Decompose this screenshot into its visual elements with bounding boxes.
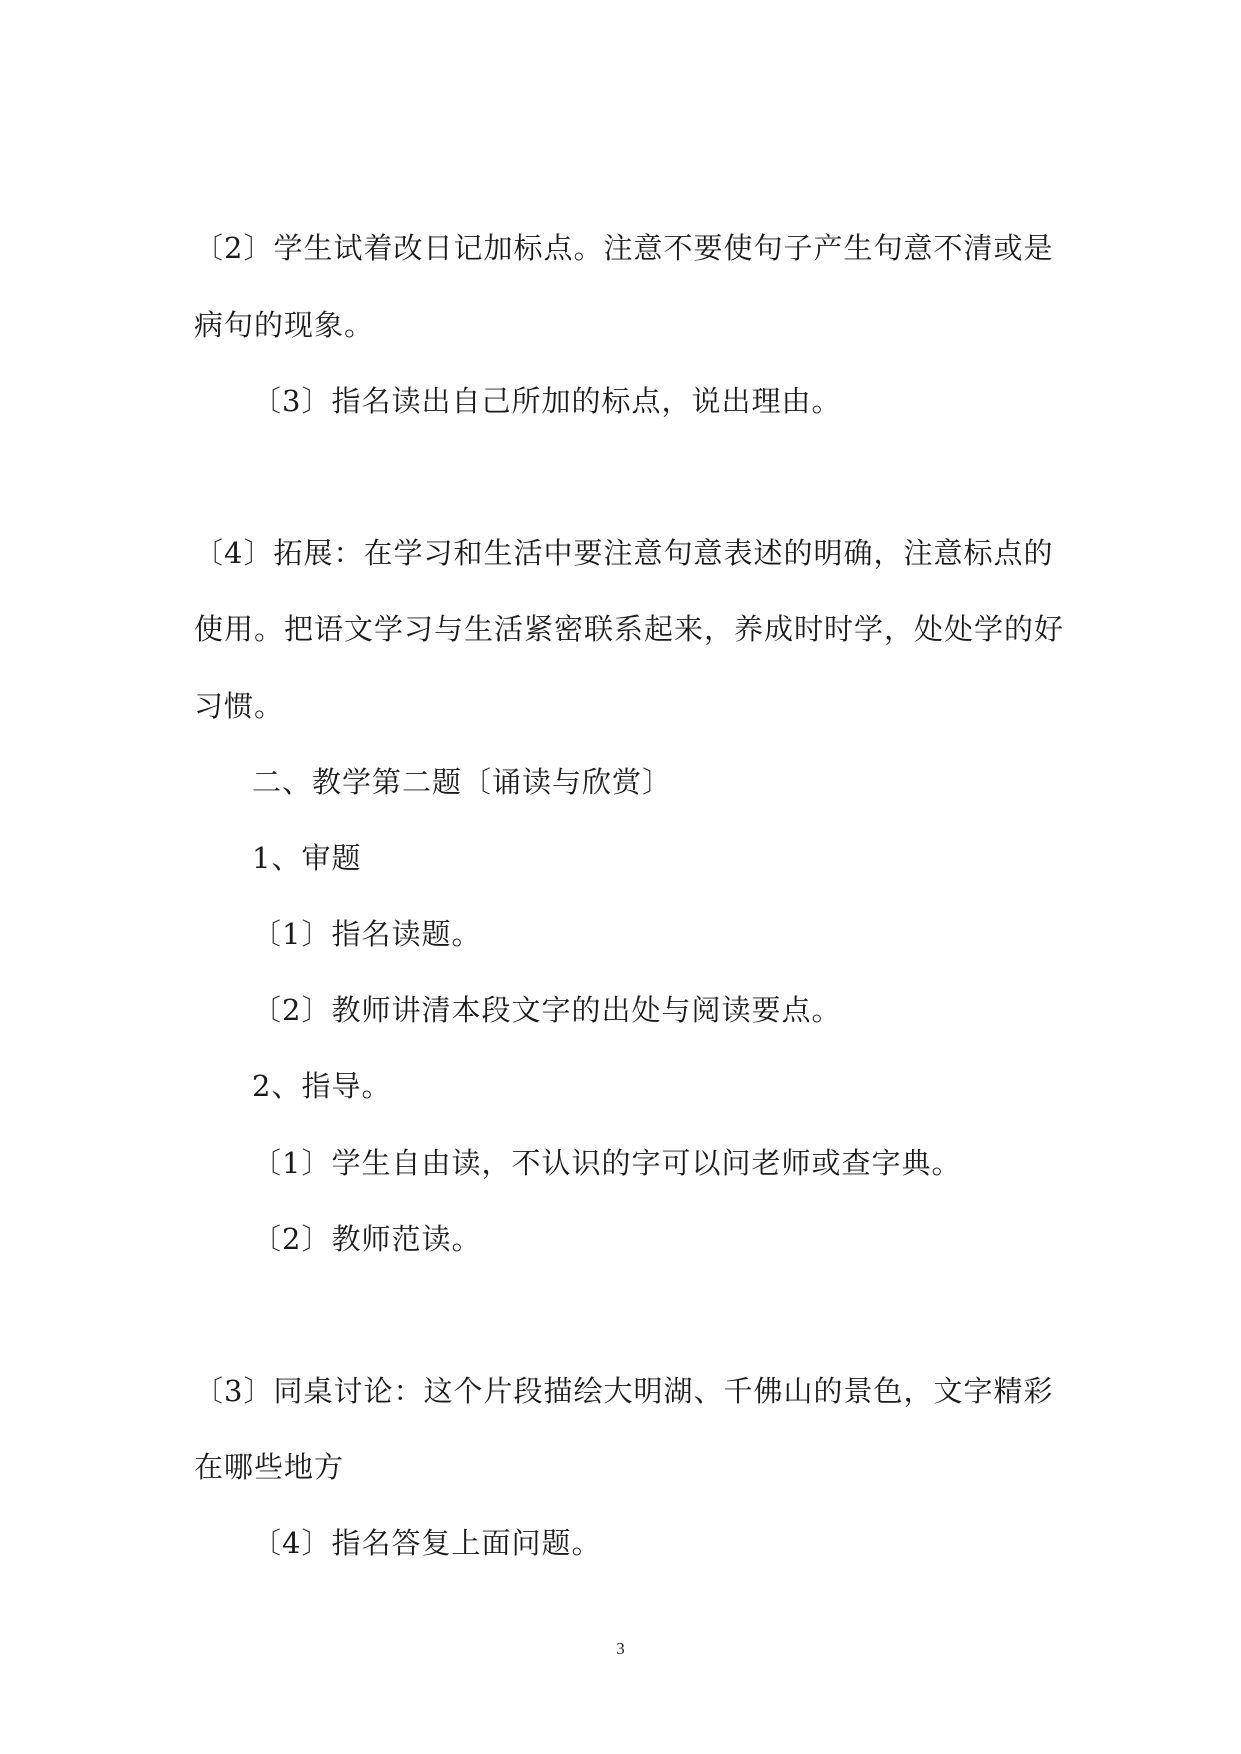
paragraph-line: 〔1〕指名读题。 <box>252 917 482 951</box>
page-number: 3 <box>616 1639 625 1658</box>
paragraph-line: 〔2〕教师讲清本段文字的出处与阅读要点。 <box>252 993 842 1027</box>
section-heading: 二、教学第二题〔诵读与欣赏〕 <box>252 765 673 799</box>
paragraph-line: 2、指导。 <box>252 1069 392 1103</box>
paragraph-line: 〔1〕学生自由读，不认识的字可以问老师或查字典。 <box>252 1146 962 1180</box>
paragraph-line: 〔2〕教师范读。 <box>252 1222 482 1256</box>
paragraph-line: 1、审题 <box>252 841 362 875</box>
paragraph-line: 〔3〕同桌讨论：这个片段描绘大明湖、千佛山的景色，文字精彩 <box>194 1374 1054 1408</box>
paragraph-line: 〔4〕指名答复上面问题。 <box>252 1526 602 1560</box>
paragraph-line: 〔4〕拓展：在学习和生活中要注意句意表述的明确，注意标点的 <box>194 536 1054 570</box>
paragraph-line: 病句的现象。 <box>194 308 375 342</box>
paragraph-line: 在哪些地方 <box>194 1450 345 1484</box>
paragraph-line: 〔2〕学生试着改日记加标点。注意不要使句子产生句意不清或是 <box>194 231 1054 265</box>
paragraph-line: 习惯。 <box>194 689 285 723</box>
paragraph-line: 使用。把语文学习与生活紧密联系起来，养成时时学，处处学的好 <box>194 612 1065 646</box>
paragraph-line: 〔3〕指名读出自己所加的标点，说出理由。 <box>252 384 842 418</box>
